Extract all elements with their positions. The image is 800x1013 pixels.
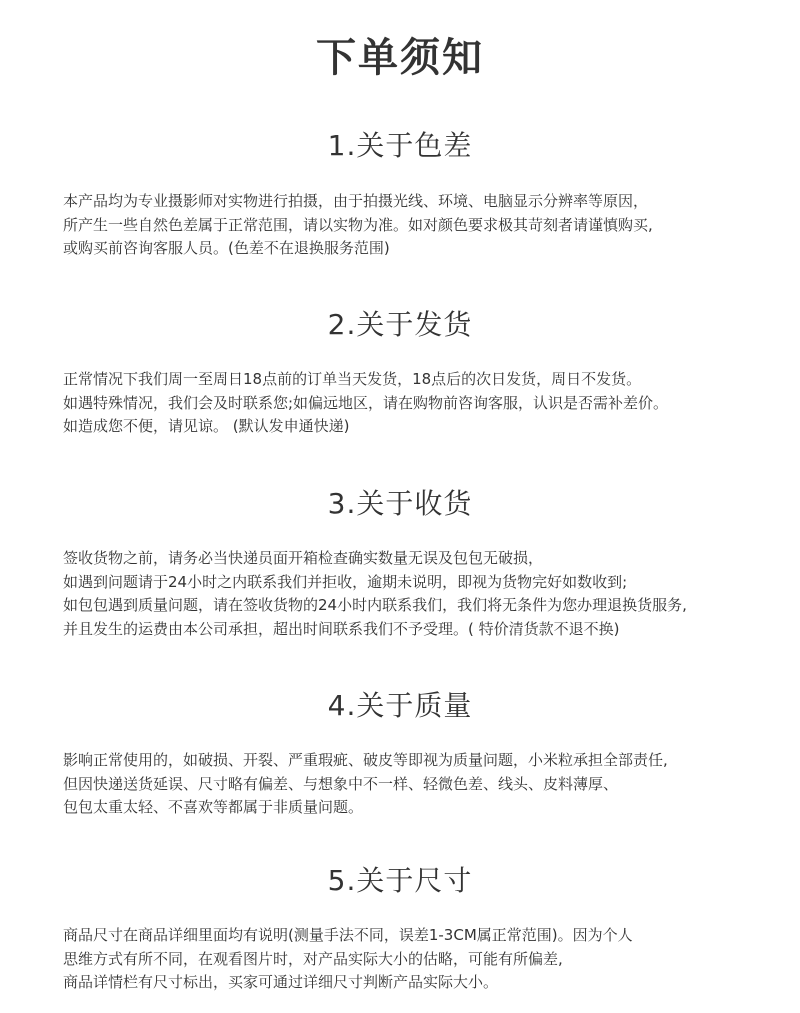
text-line: 所产生一些自然色差属于正常范围，请以实物为准。如对颜色要求极其苛刻者请谨慎购买, — [63, 215, 653, 234]
text-line: 并且发生的运费由本公司承担，超出时间联系我们不予受理。( 特价清货款不退不换) — [63, 619, 620, 638]
text-line: 影响正常使用的，如破损、开裂、严重瑕疵、破皮等即视为质量问题，小米粒承担全部责任, — [63, 751, 668, 769]
text-line: 如造成您不便，请见谅。 (默认发申通快递) — [63, 417, 350, 435]
section-body — [63, 547, 793, 641]
text-line: 思维方式有所不同，在观看图片时，对产品实际大小的估略，可能有所偏差, — [63, 949, 563, 968]
section-title: 4.关于质量 — [327, 689, 473, 722]
section-title: 3.关于收货 — [327, 487, 473, 520]
section-title: 2.关于发货 — [327, 308, 473, 341]
text-line: 签收货物之前，请务必当快递员面开箱检查确实数量无误及包包无破损， — [63, 549, 544, 567]
text-line: 商品详情栏有尺寸标出，买家可通过详细尺寸判断产品实际大小。 — [63, 973, 499, 991]
text-line: 正常情况下我们周一至周日18点前的订单当天发货，18点后的次日发货，周日不发货。 — [63, 370, 642, 388]
section-title: 1.关于色差 — [327, 129, 473, 162]
text-line: 如遇到问题请于24小时之内联系我们并拒收，逾期未说明，即视为货物完好如数收到; — [63, 572, 628, 591]
text-line: 但因快递送货延误、尺寸略有偏差、与想象中不一样、轻微色差、线头、皮料薄厚、 — [63, 774, 619, 793]
section-title: 5.关于尺寸 — [327, 864, 473, 897]
text-line: 本产品均为专业摄影师对实物进行拍摄，由于拍摄光线、环境、电脑显示分辨率等原因， — [63, 192, 649, 210]
section-quality — [0, 686, 800, 726]
text-line: 如包包遇到质量问题，请在签收货物的24小时内联系我们，我们将无条件为您办理退换货服务, — [63, 596, 687, 614]
section-body — [63, 749, 793, 820]
text-line: 包包太重太轻、不喜欢等都属于非质量问题。 — [63, 798, 364, 816]
section-body — [63, 368, 793, 439]
section-shipping — [0, 305, 800, 345]
section-body — [63, 924, 793, 995]
section-body — [63, 190, 793, 261]
text-line: 如遇特殊情况，我们会及时联系您;如偏远地区，请在购物前咨询客服，认识是否需补差价。 — [63, 393, 669, 412]
text-line: 或购买前咨询客服人员。(色差不在退换服务范围) — [63, 239, 390, 257]
section-receiving — [0, 484, 800, 524]
section-color-difference — [0, 126, 800, 166]
section-size — [0, 861, 800, 901]
page-title: 下单须知 — [316, 35, 484, 81]
text-line: 商品尺寸在商品详细里面均有说明(测量手法不同，误差1-3CM属正常范围)。因为个人 — [63, 926, 633, 944]
